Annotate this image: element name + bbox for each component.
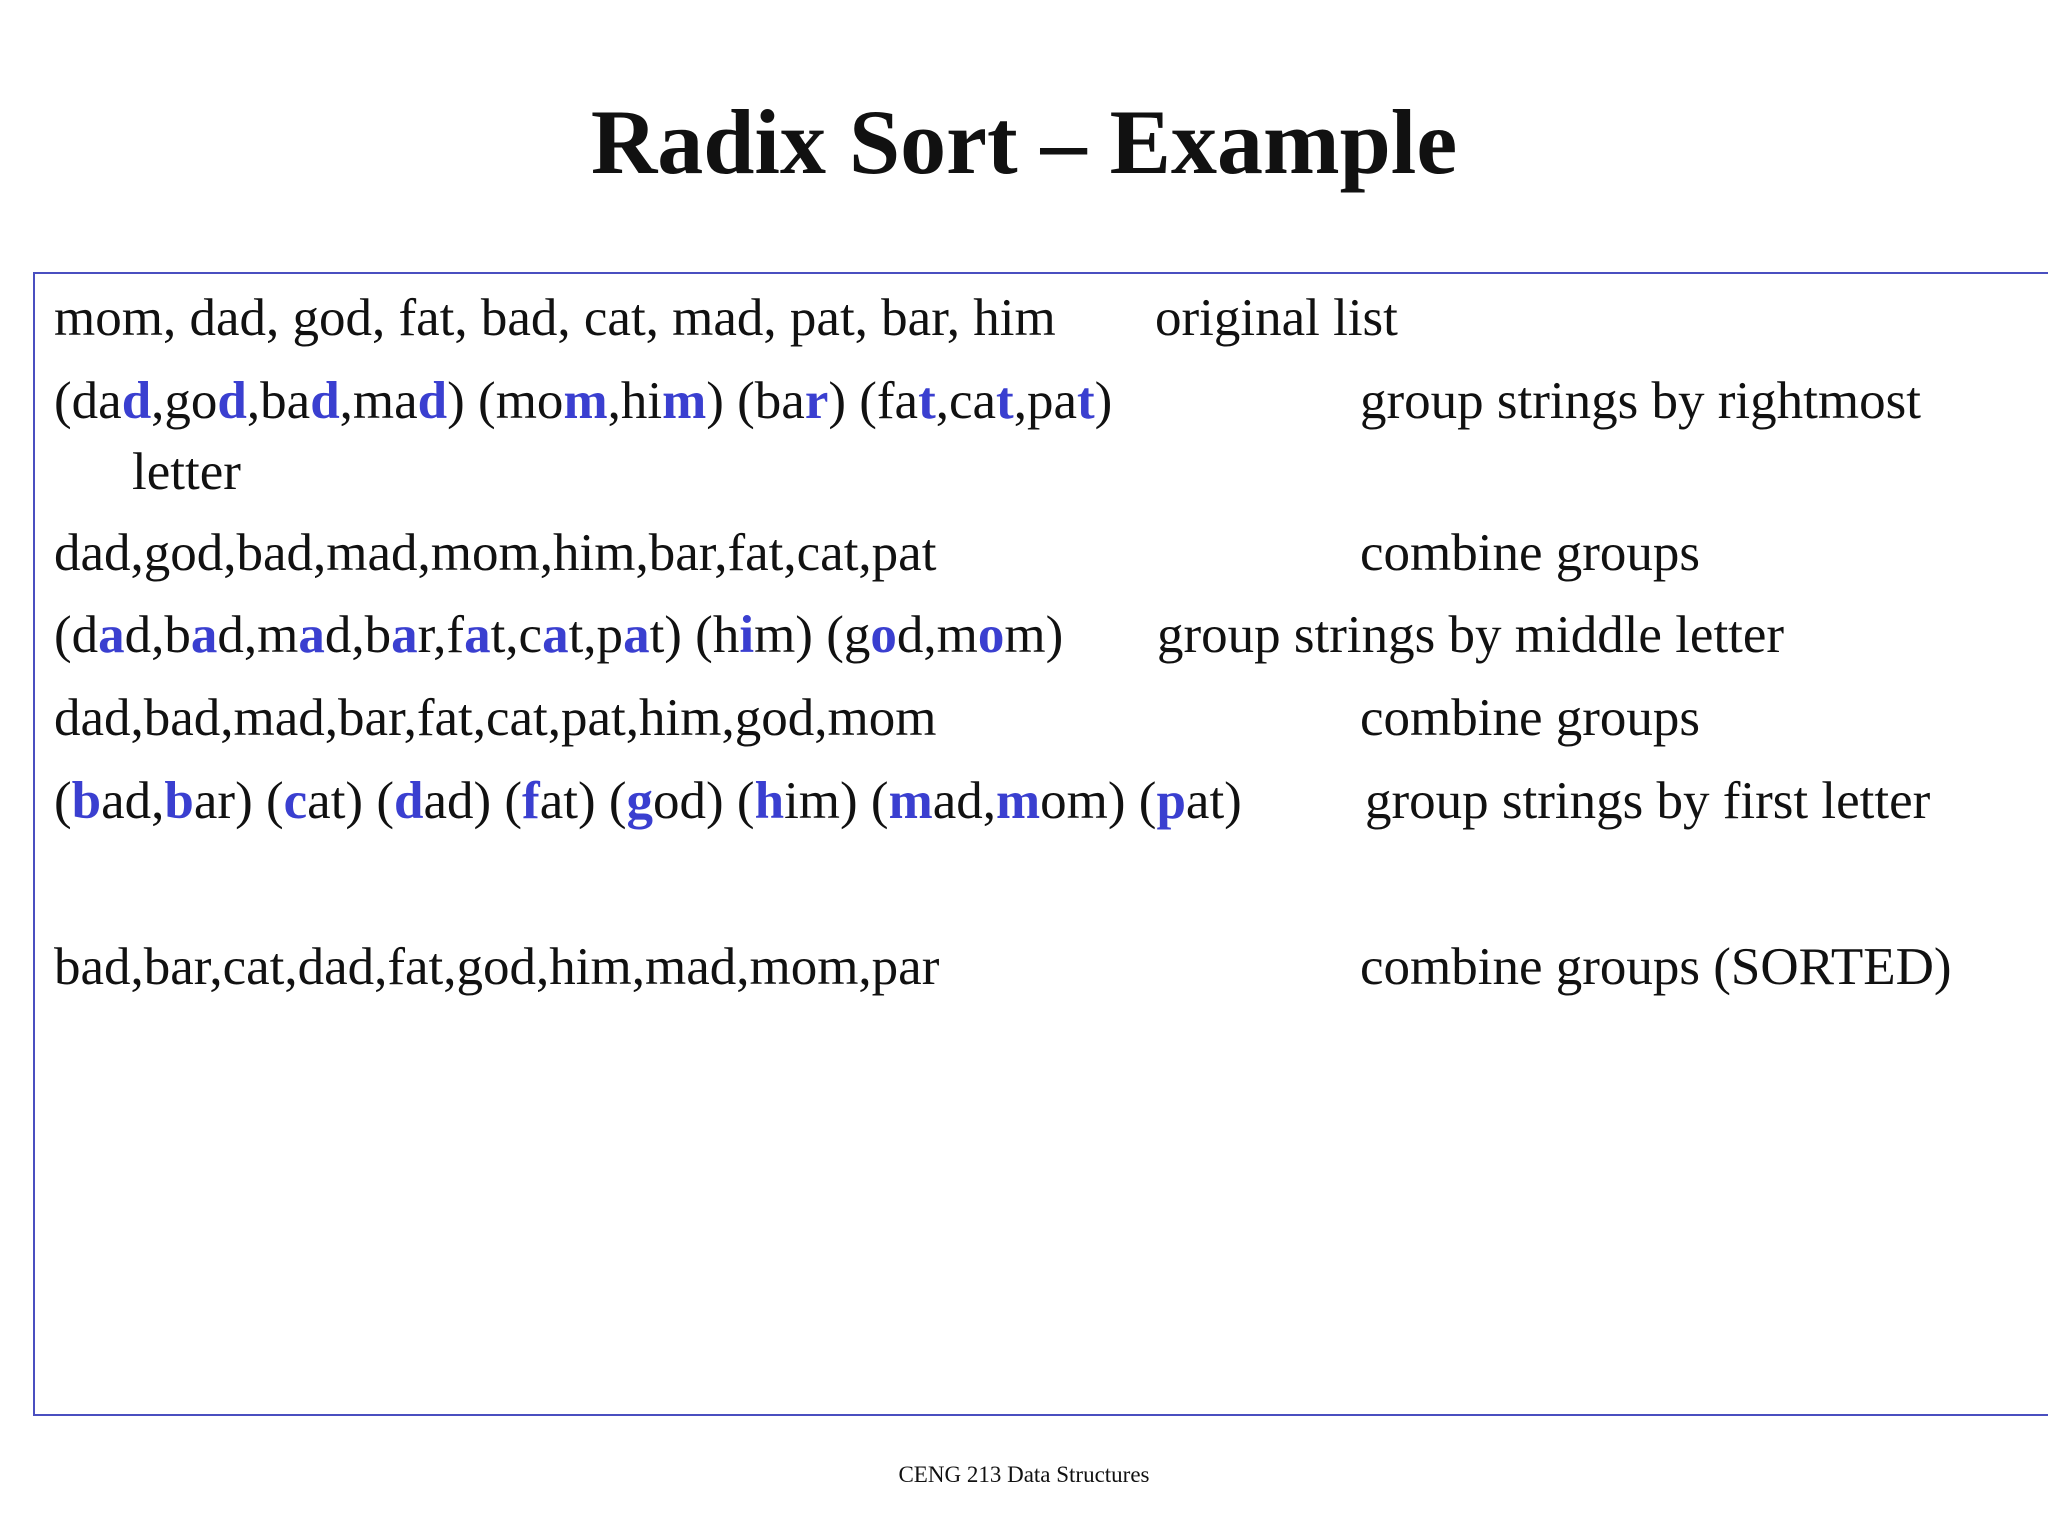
highlighted-letter: t (996, 372, 1014, 430)
highlighted-letter: h (754, 772, 785, 830)
step-text: d,m (217, 606, 299, 664)
highlighted-letter: t (918, 372, 936, 430)
highlighted-letter: m (563, 372, 608, 430)
step-desc-combine-1: combine groups (1360, 524, 1701, 582)
highlighted-letter: b (71, 772, 102, 830)
highlighted-letter: o (977, 606, 1005, 664)
highlighted-letter: a (298, 606, 325, 664)
step-desc-combine-2: combine groups (1360, 689, 1701, 747)
step-text: ,hi (607, 372, 663, 430)
step-text: ad, (101, 772, 165, 830)
step-desc-group-rightmost: group strings by rightmost (1360, 372, 1921, 430)
highlighted-letter: a (542, 606, 569, 664)
step-desc-group-rightmost-cont: letter (132, 443, 241, 501)
highlighted-letter: p (1156, 772, 1186, 830)
highlighted-letter: d (121, 372, 152, 430)
highlighted-letter: o (870, 606, 897, 664)
step-text: ,ma (339, 372, 418, 430)
step-text: ,ca (935, 372, 997, 430)
step-text: d,m (896, 606, 978, 664)
step-desc-group-first: group strings by first letter (1365, 772, 1931, 830)
step-text: ,pa (1013, 372, 1077, 430)
step-text: dad,god,bad,mad,mom,him,bar,fat,cat,pat (54, 524, 937, 582)
slide-footer: CENG 213 Data Structures (898, 1462, 1150, 1487)
step-text: t) (h (649, 606, 740, 664)
step-desc-combine-sorted: combine groups (SORTED) (1360, 938, 1952, 996)
step-text: at) ( (307, 772, 394, 830)
step-text: (d (54, 606, 99, 664)
step-text: d,b (324, 606, 392, 664)
step-desc-group-middle: group strings by middle letter (1157, 606, 1785, 664)
content-panel (33, 272, 2048, 1416)
highlighted-letter: b (164, 772, 194, 830)
highlighted-letter: d (417, 372, 448, 430)
step-group-first (54, 770, 1242, 834)
step-text: ) (ba (706, 372, 805, 430)
step-combine-sorted (54, 936, 939, 1000)
step-combine-2 (54, 687, 936, 751)
highlighted-letter: g (626, 772, 654, 830)
step-text: om) ( (1040, 772, 1157, 830)
step-text: t,c (490, 606, 543, 664)
step-text: im) ( (784, 772, 889, 830)
step-group-middle (54, 604, 1063, 668)
step-text: r,f (417, 606, 465, 664)
highlighted-letter: r (804, 372, 829, 430)
step-text: at) ( (539, 772, 627, 830)
highlighted-letter: a (623, 606, 650, 664)
step-text: od) ( (653, 772, 755, 830)
step-text: ,go (151, 372, 218, 430)
step-text: ( (54, 772, 72, 830)
step-text: m) (1004, 606, 1064, 664)
highlighted-letter: a (464, 606, 491, 664)
step-text: ) (1094, 372, 1113, 430)
step-text: ar) ( (193, 772, 284, 830)
step-original-list (54, 287, 1056, 351)
slide-title: Radix Sort – Example (590, 91, 1458, 193)
highlighted-letter: a (190, 606, 218, 664)
step-text: m) (g (754, 606, 871, 664)
step-text: dad,bad,mad,bar,fat,cat,pat,him,god,mom (54, 689, 937, 747)
highlighted-letter: t (1076, 372, 1095, 430)
step-text: ,ba (246, 372, 311, 430)
step-text: ad) ( (423, 772, 523, 830)
highlighted-letter: d (393, 772, 424, 830)
step-desc-original: original list (1155, 289, 1398, 347)
step-text: d,b (124, 606, 191, 664)
highlighted-letter: c (283, 772, 308, 830)
highlighted-letter: d (310, 372, 340, 430)
highlighted-letter: d (217, 372, 247, 430)
highlighted-letter: m (996, 772, 1041, 830)
step-text: ad, (932, 772, 996, 830)
step-text: mom, dad, god, fat, bad, cat, mad, pat, bar, him (54, 289, 1056, 347)
step-text: (da (54, 372, 122, 430)
highlighted-letter: m (888, 772, 933, 830)
step-group-rightmost (54, 370, 1112, 434)
highlighted-letter: a (391, 606, 418, 664)
step-text: ) (mo (447, 372, 564, 430)
step-text: at) (1185, 772, 1242, 830)
step-text: ) (fa (828, 372, 919, 430)
step-text: t,p (568, 606, 624, 664)
step-combine-1 (54, 522, 936, 586)
highlighted-letter: a (98, 606, 125, 664)
highlighted-letter: f (522, 772, 540, 830)
step-text: bad,bar,cat,dad,fat,god,him,mad,mom,par (54, 938, 940, 996)
highlighted-letter: i (739, 606, 755, 664)
highlighted-letter: m (662, 372, 707, 430)
